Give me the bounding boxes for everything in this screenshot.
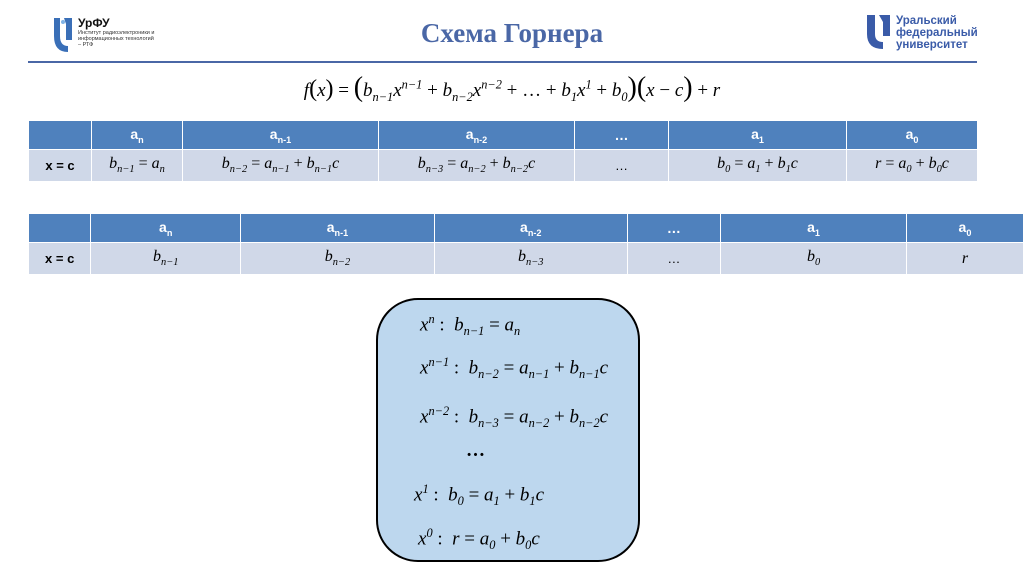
university-name [896,15,978,51]
table-header-row [29,121,978,150]
coefficient-box [376,298,640,562]
header-a1: $a_1$ [721,214,907,243]
header-an-2: $a_{n-2}$ [434,214,627,243]
header-an: $a_n$ [91,214,241,243]
cell-bn-3: $b_{n-3} = a_{n-2} + b_{n-2}c$ [379,150,575,182]
page-title: Схема Горнера [420,18,604,48]
box-line-xn-1: $x^{n-1}$ : $b_{n-2} = a_{n-1} + b_{n-1}c$ [420,355,609,382]
header-ellipsis: … [627,214,721,243]
box-line-xn: $x^n$ : $b_{n-1} = a_n$ [420,312,521,339]
table-header-row [29,214,1024,243]
formula-visual: $f(x) = (b_{n-1}x^{n-1} + b_{n-2}x^{n-2}$ + … + $b_1x^1 + b_0)(x - c) + r$ [303,72,721,104]
header-an: $a_n$ [92,121,183,150]
horner-formula [0,72,1024,105]
university-name-line3: университет [896,39,968,51]
urfu-u-icon [866,14,892,50]
cell-bn-1: $b_{n-1}$ [91,243,241,275]
cell-ellipsis: … [627,243,721,275]
header-a0: $a_0$ [906,214,1023,243]
header-corner [29,214,91,243]
box-line-x1: $x^1$ : $b_0 = a_1 + b_1c$ [414,482,545,509]
cell-bn-1: $b_{n-1} = a_n$ [92,150,183,182]
box-line-xn-2: $x^{n-2}$ : $b_{n-3} = a_{n-2} + b_{n-2}c$ [420,404,609,431]
header-divider [28,61,977,63]
box-line-ellipsis: … [466,440,485,461]
horner-table-formulas [28,120,978,182]
row-label: x = c [29,243,91,275]
header-an-1: $a_{n-1}$ [183,121,379,150]
header-a1: $a_1$ [669,121,847,150]
university-name-line1: Уральский [896,15,957,27]
header-corner [29,121,92,150]
cell-bn-2: $b_{n-2} = a_{n-1} + b_{n-1}c$ [183,150,379,182]
cell-bn-3: $b_{n-3}$ [434,243,627,275]
box-line-x0: $x^0$ : $r = a_0 + b_0c$ [418,526,540,553]
urfu-university-logo [866,14,986,54]
horner-table-values [28,213,1024,275]
row-label: x = c [29,150,92,182]
university-name-line2: федеральный [896,27,978,39]
header-a0: $a_0$ [847,121,978,150]
cell-bn-2: $b_{n-2}$ [241,243,435,275]
table-row [29,150,978,182]
header-an-2: $a_{n-2}$ [379,121,575,150]
logo-name: УрФУ [78,16,110,30]
cell-r: $r = a_0 + b_0c$ [847,150,978,182]
cell-ellipsis: … [575,150,669,182]
table-row [29,243,1024,275]
cell-b0: $b_0$ [721,243,907,275]
cell-b0: $b_0 = a_1 + b_1c$ [669,150,847,182]
header-ellipsis: … [575,121,669,150]
cell-r: r [906,243,1023,275]
logo-institute: Институт радиоэлектроники и информационных технологий – РТФ [78,30,155,48]
header-an-1: $a_{n-1}$ [241,214,435,243]
